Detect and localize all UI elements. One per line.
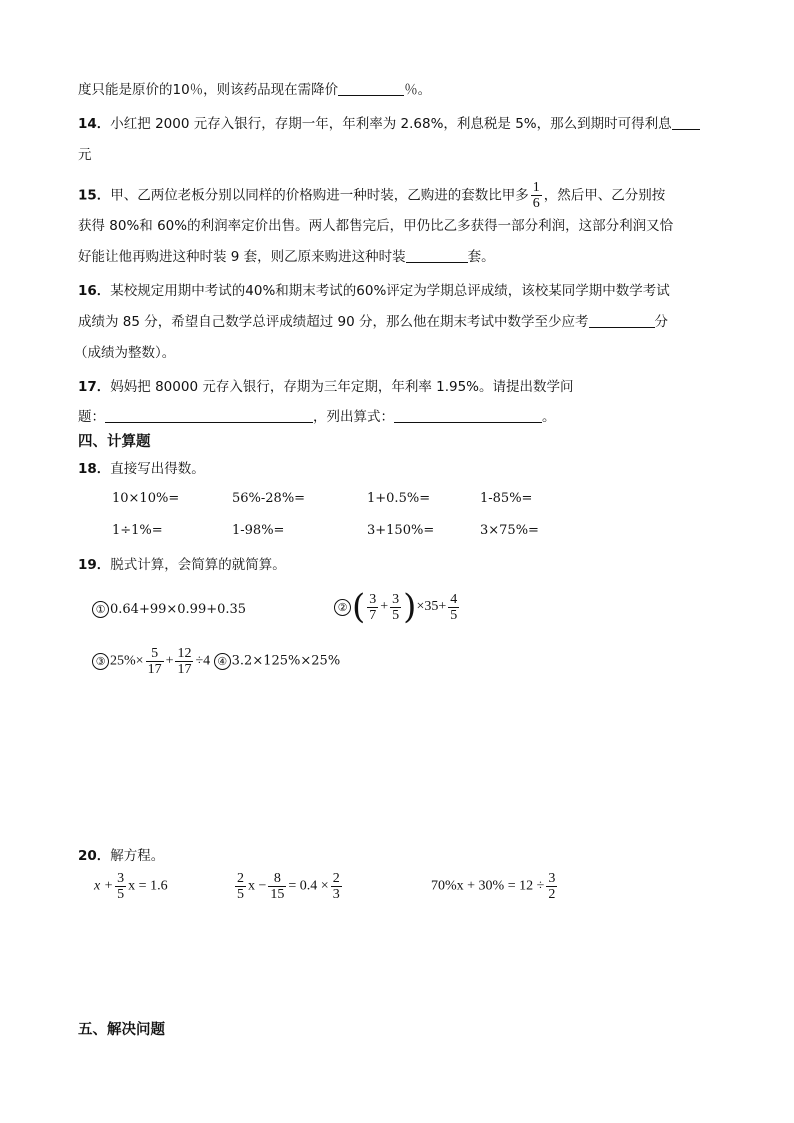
section-5-heading: 五、解决问题 xyxy=(78,1022,165,1038)
q19-e3-frac2 xyxy=(175,646,193,677)
q19-e2-plus: + xyxy=(380,599,389,615)
q20-eq-3 xyxy=(431,871,559,902)
q18-line xyxy=(78,459,205,479)
q18-item-6: 1-98%= xyxy=(232,523,285,538)
q19-expr-1 xyxy=(92,601,246,618)
q20-line xyxy=(78,846,164,866)
q19-e2-f2-den: 5 xyxy=(392,607,400,623)
q19-e2-f3-num: 4 xyxy=(450,591,458,607)
q17-tail: 。 xyxy=(542,409,556,425)
q20-eq2-f1-num: 2 xyxy=(237,871,244,886)
q20-eq1-num: 3 xyxy=(117,871,125,886)
q20-eq3-den: 2 xyxy=(548,887,556,902)
q20-eq3-num: 3 xyxy=(548,871,556,886)
q18-item-3: 1+0.5%= xyxy=(367,491,431,506)
q17-line2 xyxy=(78,407,556,427)
q19-e2-mid: ×35+ xyxy=(416,599,447,615)
q19-number: 19． xyxy=(78,557,111,573)
q20-eq1-b: x = 1.6 xyxy=(128,878,168,894)
q19-e3-plus: + xyxy=(165,653,174,669)
q17-line1 xyxy=(78,377,574,397)
q18-item-4: 1-85%= xyxy=(480,491,533,506)
q19-e2-f1-num: 3 xyxy=(369,591,377,607)
right-paren: ) xyxy=(403,587,417,627)
q14-answer-blank[interactable] xyxy=(672,115,700,130)
q13-text: 度只能是原价的10％，则该药品现在需降价 xyxy=(78,82,339,98)
circled-4: ④ xyxy=(214,653,231,670)
q19-e3-f1-num: 5 xyxy=(146,646,164,662)
q19-e3-frac1 xyxy=(146,646,164,677)
q13-tail: ％。 xyxy=(404,82,432,98)
q17-formula-blank[interactable] xyxy=(394,408,542,423)
left-paren: ( xyxy=(352,587,366,627)
q16-text-line3: （成绩为整数）。 xyxy=(74,345,176,361)
q19-e2-f3-den: 5 xyxy=(450,607,458,623)
q14-line1 xyxy=(78,114,700,134)
q15-text-b: ，然后甲、乙分别按 xyxy=(543,187,666,204)
q19-e2-frac3 xyxy=(448,592,459,623)
q18-text: 直接写出得数。 xyxy=(110,461,205,477)
q19-e3-f2-den: 17 xyxy=(177,662,192,677)
q20-eq2-frac3 xyxy=(331,871,342,902)
q15-text-a: 甲、乙两位老板分别以同样的价格购进一种时装，乙购进的套数比甲多 xyxy=(110,187,529,204)
q19-e3-f1-den: 17 xyxy=(147,662,162,677)
q20-number: 20． xyxy=(78,848,111,864)
q20-eq2-frac1 xyxy=(235,871,246,902)
q17-label-formula: ，列出算式： xyxy=(313,409,394,425)
q19-e2-frac1 xyxy=(367,592,378,623)
q15-line3 xyxy=(78,247,495,267)
q19-line xyxy=(78,555,286,575)
q14-text: 小红把 2000 元存入银行，存期一年，年利率为 2.68%，利息税是 5%，那么到期时可得利息 xyxy=(110,116,672,132)
circled-1: ① xyxy=(92,601,109,618)
q20-eq3-a: 70%x + 30% = 12 ÷ xyxy=(431,878,545,894)
q17-text-line1: 妈妈把 80000 元存入银行，存期为三年定期，年利率 1.95%。请提出数学问 xyxy=(110,379,574,395)
q20-eq3-frac xyxy=(546,871,557,902)
q16-line2 xyxy=(78,312,668,332)
q15-line1 xyxy=(78,180,665,211)
q15-number: 15． xyxy=(78,187,111,204)
q16-line3 xyxy=(74,343,175,363)
q18-item-8: 3×75%= xyxy=(480,523,539,538)
q13-continuation xyxy=(78,80,431,100)
q15-text-line2: 获得 80%和 60%的利润率定价出售。两人都售完后，甲仍比乙多获得一部分利润，这部分利润又恰 xyxy=(78,218,674,234)
q15-line2 xyxy=(78,216,673,236)
q15-fraction xyxy=(531,180,542,211)
q19-e2-f1-den: 7 xyxy=(369,607,377,623)
q20-eq2-f3-den: 3 xyxy=(332,887,340,902)
q18-item-1: 10×10%= xyxy=(112,491,180,506)
q16-tail: 分 xyxy=(654,314,669,330)
q19-e2-frac2 xyxy=(390,592,401,623)
q17-label-question: 题： xyxy=(78,409,105,425)
q16-line1 xyxy=(78,281,670,301)
q20-eq2-frac2 xyxy=(268,871,286,902)
q19-expr-1-text: 0.64+99×0.99+0.35 xyxy=(110,602,247,617)
q19-expr-3-4 xyxy=(92,646,340,677)
q19-e4-text: 3.2×125%×25% xyxy=(231,653,341,669)
q18-item-5: 1÷1%= xyxy=(112,523,163,538)
q15-tail: 套。 xyxy=(467,249,495,265)
q20-eq1-frac xyxy=(115,871,126,902)
q14-line2 xyxy=(78,145,92,165)
circled-2: ② xyxy=(334,599,351,616)
q17-question-blank[interactable] xyxy=(105,408,313,423)
q20-eq2-f1-den: 5 xyxy=(237,887,244,902)
q20-eq2-f2-num: 8 xyxy=(268,871,286,887)
q19-expr-2 xyxy=(334,587,461,627)
q20-eq2-f2-den: 15 xyxy=(270,887,285,902)
q20-eq1-a: x + xyxy=(94,878,114,894)
q20-eq2-a: x − xyxy=(248,878,267,894)
q14-unit: 元 xyxy=(78,147,92,163)
q18-item-7: 3+150%= xyxy=(367,523,435,538)
q19-e3-a: 25%× xyxy=(110,653,144,669)
q15-frac-num: 1 xyxy=(532,180,540,195)
q19-e3-b: ÷4 xyxy=(195,653,211,669)
q13-answer-blank[interactable] xyxy=(338,81,404,96)
q18-item-2: 56%-28%= xyxy=(232,491,306,506)
q20-eq1-den: 5 xyxy=(117,887,125,902)
q20-eq-1 xyxy=(94,871,168,902)
q19-e3-f2-num: 12 xyxy=(177,646,192,661)
q19-e2-f2-num: 3 xyxy=(392,591,400,607)
q14-number: 14． xyxy=(78,116,111,132)
q16-text-line1: 某校规定用期中考试的40%和期末考试的60%评定为学期总评成绩，该校某同学期中数学考试 xyxy=(110,283,670,299)
q15-frac-den: 6 xyxy=(532,196,540,211)
q16-text-line2: 成绩为 85 分，希望自己数学总评成绩超过 90 分，那么他在期末考试中数学至少应考 xyxy=(78,314,589,330)
q16-answer-blank[interactable] xyxy=(589,313,655,328)
q15-answer-blank[interactable] xyxy=(406,248,468,263)
q16-number: 16． xyxy=(78,283,111,299)
q18-number: 18． xyxy=(78,461,111,477)
q17-number: 17． xyxy=(78,379,111,395)
q20-eq-2 xyxy=(233,871,344,902)
section-4-heading: 四、计算题 xyxy=(78,434,151,450)
q15-text-line3: 好能让他再购进这种时装 9 套，则乙原来购进这种时装 xyxy=(78,249,406,265)
circled-3: ③ xyxy=(92,653,109,670)
q19-text: 脱式计算，会简算的就简算。 xyxy=(110,557,286,573)
q20-eq2-b: = 0.4 × xyxy=(288,878,329,894)
q20-text: 解方程。 xyxy=(110,848,165,864)
q20-eq2-f3-num: 2 xyxy=(332,871,340,886)
